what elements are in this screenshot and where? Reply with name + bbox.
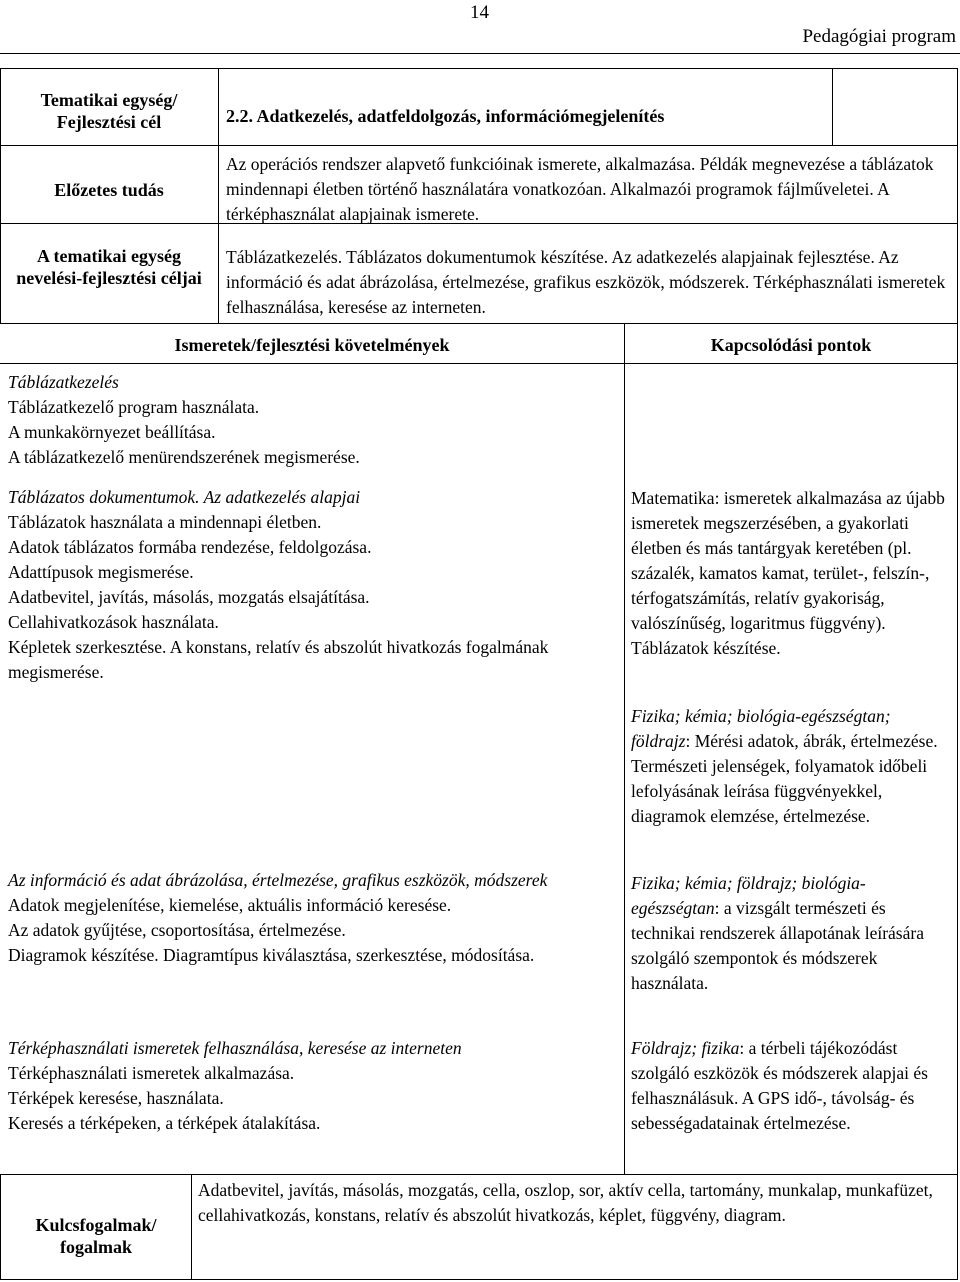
curriculum-table — [0, 68, 958, 1280]
kulcsfogalmak-text: Adatbevitel, javítás, másolás, mozgatás, cella, oszlop, sor, aktív cella, tartomány, munkalap, munkafüzet, cellahivatkozás, konstans, relatív és abszolút hivatkozás, képlet, függvény, diagram. — [198, 1180, 933, 1225]
section-line: Térképhasználati ismeretek alkalmazása. — [8, 1063, 295, 1083]
header-rule — [0, 53, 960, 54]
link-foldrajz-fizika: Földrajz; fizika: a térbeli tájékozódást szolgáló eszközök és módszerek alapjai és felhasználásuk. A GPS idő-, távolság- és sebességadatainak értelmezése. — [631, 1038, 928, 1133]
link-matematika: Matematika: ismeretek alkalmazása az újabb ismeretek megszerzésében, a gyakorlati életben és más tantárgyak keretében (pl. százalék, kamatos kamat, terület-, felszín-, térfogatszámítás, relatív gyakoriság, valószínűség, logaritmus függvény). Táblázatok készítése. — [631, 488, 945, 658]
celjai-text: Táblázatkezelés. Táblázatos dokumentumok készítése. Az adatkezelés alapjainak fejlesztése. Az információ és adat ábrázolása, értelmezése, grafikus eszközök, módszerek. Térképhasználati ismeretek felhasználása, keresése az interneten. — [226, 247, 946, 317]
section-line: Az adatok gyűjtése, csoportosítása, értelmezése. — [8, 920, 346, 940]
section-line: A táblázatkezelő menürendszerének megismerése. — [8, 447, 360, 467]
section-tablazatos-dokumentumok — [8, 485, 616, 685]
label-elozetes: Előzetes tudás — [54, 180, 164, 200]
section-line: Adatok megjelenítése, kiemelése, aktuális információ keresése. — [8, 895, 452, 915]
section-line: Adattípusok megismerése. — [8, 562, 194, 582]
link-fizika-kemia-foldrajz: Fizika; kémia; földrajz; biológia-egészségtan: a vizsgált természeti és technikai rendszerek állapotának leírására szolgáló szempontok és módszerek használata. — [631, 873, 924, 993]
section-title: Az információ és adat ábrázolása, értelmezése, grafikus eszközök, módszerek — [8, 870, 548, 890]
section-line: Cellahivatkozások használata. — [8, 612, 219, 632]
unit-title: 2.2. Adatkezelés, adatfeldolgozás, információmegjelenítés — [226, 106, 665, 126]
section-informacio-abrazolas — [8, 868, 616, 968]
section-line: Diagramok készítése. Diagramtípus kiválasztása, szerkesztése, módosítása. — [8, 945, 535, 965]
label-celjai: A tematikai egység nevelési-fejlesztési céljai — [16, 246, 202, 288]
label-kulcsfogalmak: Kulcsfogalmak/ fogalmak — [35, 1215, 157, 1257]
section-line: Adatbevitel, javítás, másolás, mozgatás elsajátítása. — [8, 587, 370, 607]
link-fizika-kemia-biologia: Fizika; kémia; biológia-egészségtan; földrajz: Mérési adatok, ábrák, értelmezése. Természeti jelenségek, folyamatok időbeli lefolyásának leírása függvényekkel, diagramok elemzése, értelmezése. — [631, 706, 938, 826]
elozetes-text: Az operációs rendszer alapvető funkcióinak ismerete, alkalmazása. Példák megnevezése a táblázatok mindennapi életben történő használatára vonatkozóan. Alkalmazói programok fájlműveletei. A térképhasználat alapjainak ismerete. — [226, 154, 934, 224]
running-title: Pedagógiai program — [802, 26, 956, 47]
section-line: Térképek keresése, használata. — [8, 1088, 224, 1108]
page-number: 14 — [470, 2, 489, 23]
section-tablazatkezeles — [8, 370, 616, 470]
column-header-left: Ismeretek/fejlesztési követelmények — [174, 335, 450, 355]
section-line: Keresés a térképeken, a térképek átalakítása. — [8, 1113, 321, 1133]
section-line: Táblázatok használata a mindennapi életben. — [8, 512, 322, 532]
section-title: Táblázatos dokumentumok. Az adatkezelés alapjai — [8, 487, 361, 507]
section-title: Táblázatkezelés — [8, 372, 119, 392]
section-line: Táblázatkezelő program használata. — [8, 397, 260, 417]
label-tematikai: Tematikai egység/ Fejlesztési cél — [40, 90, 178, 132]
section-line: A munkakörnyezet beállítása. — [8, 422, 216, 442]
section-terkephasznalat — [8, 1036, 616, 1136]
section-line: Adatok táblázatos formába rendezése, feldolgozása. — [8, 537, 372, 557]
section-title: Térképhasználati ismeretek felhasználása, keresése az interneten — [8, 1038, 462, 1058]
column-header-right: Kapcsolódási pontok — [710, 335, 872, 355]
section-line: Képletek szerkesztése. A konstans, relatív és abszolút hivatkozás fogalmának megismerése. — [8, 637, 549, 682]
